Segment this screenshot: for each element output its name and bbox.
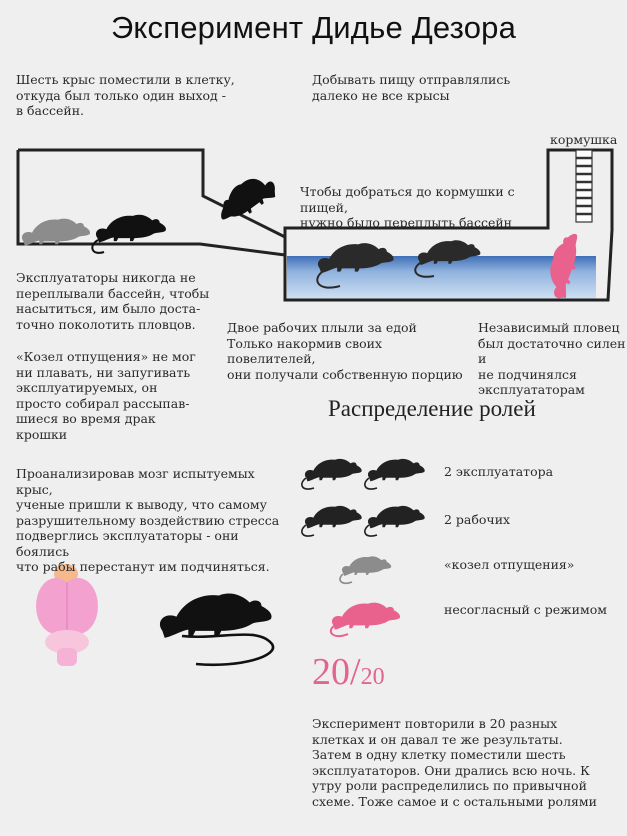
- role-label-scapegoat: «козел отпущения»: [444, 557, 575, 572]
- score-big: 20/: [312, 651, 361, 693]
- score-small: 20: [360, 664, 385, 690]
- roles-title: Распределение ролей: [328, 396, 536, 421]
- exploiters-text: Эксплуататоры никогда не переплывали бассейн, чтобы насытиться, им было доста- точно поколотить пловцов.: [16, 270, 210, 332]
- rat-icon: [216, 163, 277, 233]
- swim-text: Чтобы добраться до кормушки с пищей, нужно было переплыть бассейн: [300, 184, 515, 230]
- rat-icon: [160, 594, 272, 638]
- rat-icon: [342, 556, 391, 576]
- workers-text: Двое рабочих плыли за едой Только накормив своих повелителей, они получали собственную порцию: [227, 320, 463, 382]
- repeat-text: Эксперимент повторили в 20 разных клетках и он давал те же результаты. Затем в одну клетку поместили шесть эксплуататоров. Они дрались всю ночь. К утру роли распределились по привычной схеме. Тоже самое и с остальными ролями: [312, 716, 597, 809]
- rat-icon: [305, 506, 362, 529]
- brain-text: Проанализировав мозг испытуемых крыс, ученые пришли к выводу, что самому разрушительному воздействию стресса подверглись эксплуататоры - они боялись что рабы перестанут им подчиняться.: [16, 466, 280, 574]
- page-title: Эксперимент Дидье Дезора: [110, 10, 517, 45]
- role-label-rebel: несогласный с режимом: [444, 602, 607, 617]
- rat-icon: [96, 215, 166, 243]
- rat-icon: [368, 459, 425, 482]
- intro-text: Шесть крыс поместили в клетку, откуда был только один выход - в бассейн.: [16, 72, 235, 118]
- rat-icon: [22, 219, 90, 246]
- feeder-label: кормушка: [550, 132, 618, 147]
- role-label-workers: 2 рабочих: [444, 512, 511, 527]
- role-label-exploiters: 2 эксплуататора: [444, 464, 554, 479]
- rat-icon: [305, 459, 362, 482]
- rat-icon: [332, 603, 400, 630]
- brain-icon: [36, 564, 98, 666]
- scapegoat-text: «Козел отпущения» не мог ни плавать, ни запугивать эксплуатируемых, он просто собирал рассыпав- шиеся во время драк крошки: [16, 349, 196, 442]
- rat-icon: [368, 506, 425, 529]
- score: [312, 650, 385, 694]
- ladder-icon: [576, 150, 592, 222]
- not-all-text: Добывать пищу отправлялись далеко не все крысы: [312, 72, 511, 103]
- independent-text: Независимый пловец был достаточно силен и не подчинялся эксплуататорам: [478, 320, 626, 397]
